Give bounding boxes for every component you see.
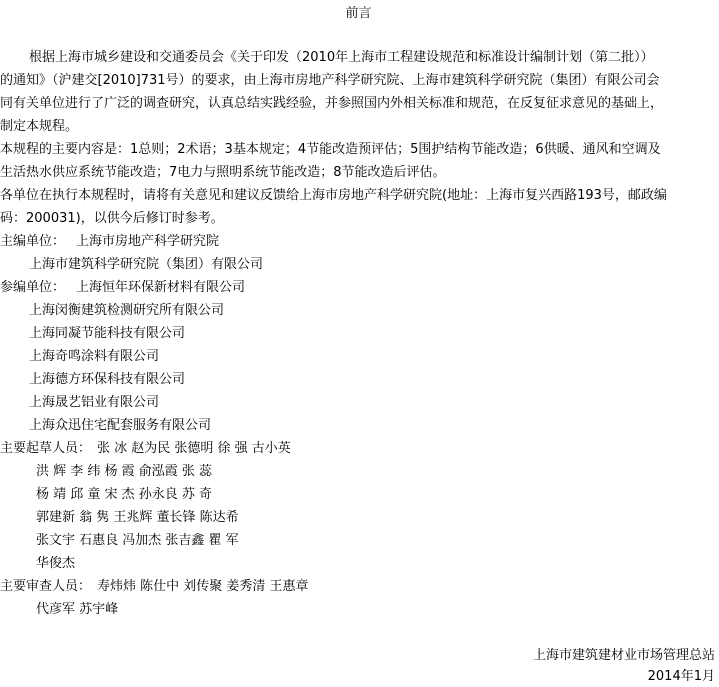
drafter-names: 华俊杰 bbox=[36, 556, 76, 571]
participating-unit: 上海晟艺铝业有限公司 bbox=[29, 395, 160, 410]
drafter-names: 张文宇 石惠良 冯加杰 张吉鑫 瞿 军 bbox=[36, 533, 239, 548]
intro-line: 根据上海市城乡建设和交通委员会《关于印发（2010年上海市工程建设规范和标准设计编制计划（第二批）） bbox=[29, 50, 654, 65]
drafters-label: 主要起草人员： bbox=[0, 441, 92, 456]
drafter-names: 洪 辉 李 纬 杨 霞 俞泓霞 张 蕊 bbox=[36, 464, 213, 479]
reviewer-names: 寿炜炜 陈仕中 刘传聚 姜秀清 王惠章 bbox=[97, 579, 309, 594]
drafter-names: 杨 靖 邱 童 宋 杰 孙永良 苏 奇 bbox=[36, 487, 213, 502]
reviewers-label: 主要审查人员： bbox=[0, 579, 92, 594]
participating-unit: 上海同凝节能科技有限公司 bbox=[29, 326, 186, 341]
participating-unit: 上海恒年环保新材料有限公司 bbox=[76, 280, 246, 295]
contents-line: 本规程的主要内容是：1总则；2术语；3基本规定；4节能改造预评估；5围护结构节能改造；6供暖、通风和空调及 bbox=[0, 142, 661, 157]
chief-unit: 上海市房地产科学研究院 bbox=[76, 234, 220, 249]
participating-unit: 上海众迅住宅配套服务有限公司 bbox=[29, 418, 212, 433]
feedback-line: 码：200031)，以供今后修订时参考。 bbox=[0, 211, 224, 226]
reviewer-names: 代彦军 苏宇峰 bbox=[36, 602, 119, 617]
chief-units-label: 主编单位： bbox=[0, 234, 66, 249]
contents-line: 生活热水供应系统节能改造；7电力与照明系统节能改造；8节能改造后评估。 bbox=[0, 165, 446, 180]
intro-line: 制定本规程。 bbox=[0, 119, 79, 134]
signature-organization: 上海市建筑建材业市场管理总站 bbox=[532, 648, 715, 663]
document-title: 前言 bbox=[345, 6, 372, 21]
participating-unit: 上海闵衡建筑检测研究所有限公司 bbox=[29, 303, 225, 318]
participating-units-label: 参编单位： bbox=[0, 280, 66, 295]
drafter-names: 张 冰 赵为民 张德明 徐 强 古小英 bbox=[97, 441, 291, 456]
intro-line: 同有关单位进行了广泛的调查研究，认真总结实践经验，并参照国内外相关标准和规范，在反复征求意见的基础上， bbox=[0, 96, 664, 111]
signature-date: 2014年1月 bbox=[647, 669, 715, 684]
participating-unit: 上海德方环保科技有限公司 bbox=[29, 372, 186, 387]
feedback-line: 各单位在执行本规程时，请将有关意见和建议反馈给上海市房地产科学研究院(地址：上海市复兴西路193号，邮政编 bbox=[0, 188, 667, 203]
intro-line: 的通知》（沪建交[2010]731号）的要求，由上海市房地产科学研究院、上海市建筑科学研究院（集团）有限公司会 bbox=[0, 73, 660, 88]
drafter-names: 郭建新 翁 隽 王兆辉 董长锋 陈达希 bbox=[36, 510, 239, 525]
participating-unit: 上海奇鸣涂料有限公司 bbox=[29, 349, 160, 364]
chief-unit: 上海市建筑科学研究院（集团）有限公司 bbox=[29, 257, 264, 272]
